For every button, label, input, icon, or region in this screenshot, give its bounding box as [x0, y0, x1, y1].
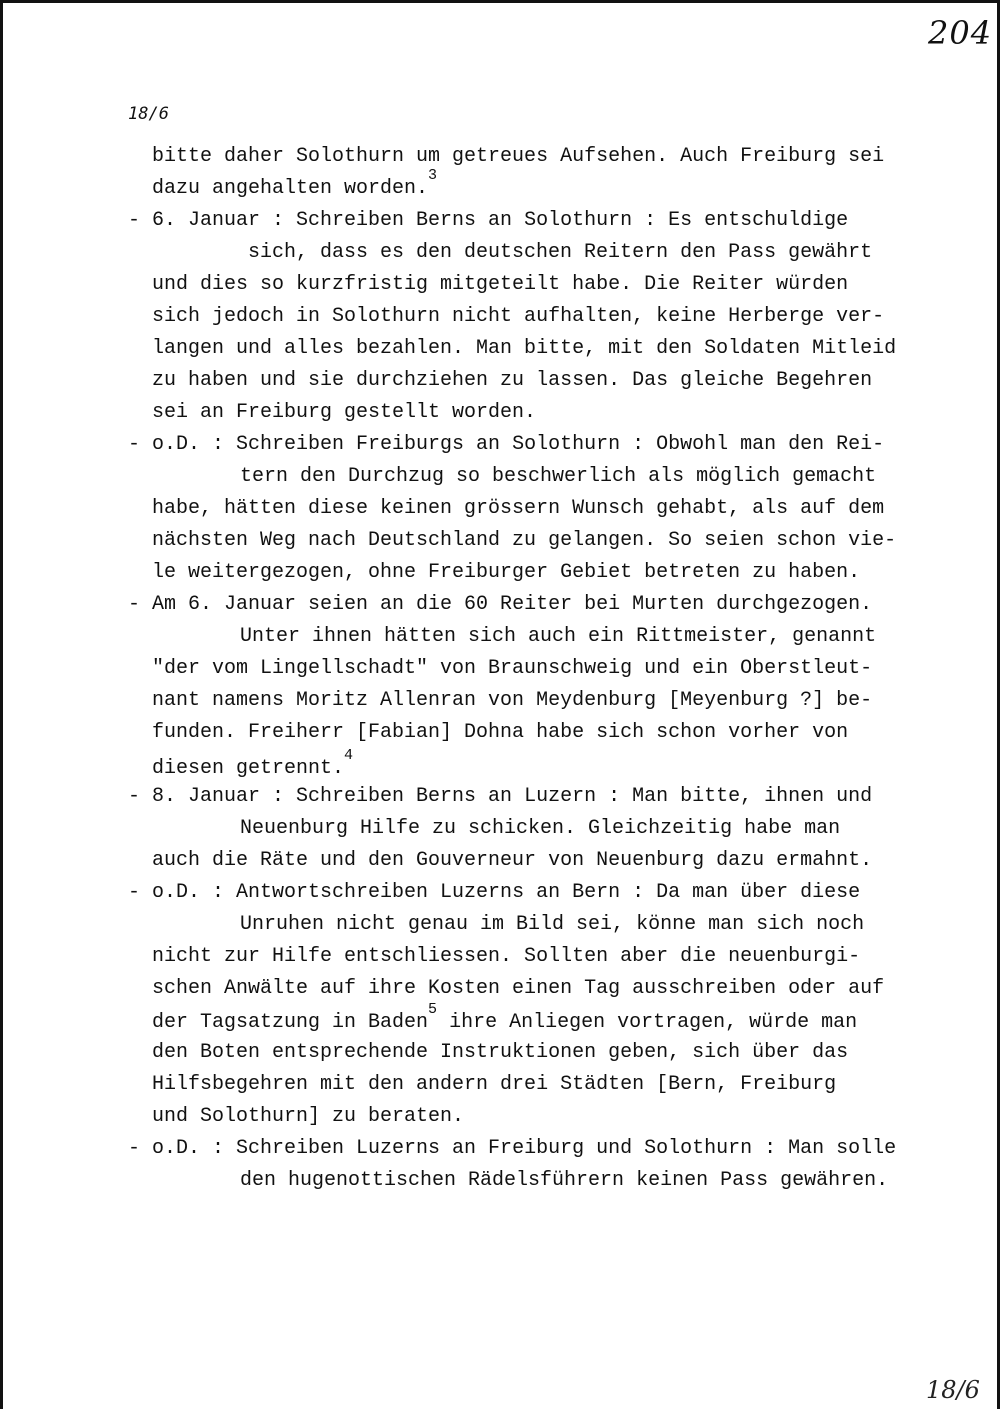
line-text: bitte daher Solothurn um getreues Aufsehen. Auch Freiburg sei	[152, 145, 885, 168]
line-text: tern den Durchzug so beschwerlich als möglich gemacht	[240, 465, 877, 488]
text-line	[152, 722, 848, 744]
text-line	[152, 530, 896, 552]
text-line	[128, 1138, 896, 1160]
footnote-ref: 4	[344, 747, 354, 764]
line-text: - o.D. : Antwortschreiben Luzerns an Bern : Da man über diese	[128, 881, 861, 904]
text-line	[152, 167, 438, 201]
text-line	[240, 466, 876, 488]
text-line	[152, 690, 872, 712]
footnote-ref: 5	[428, 1001, 438, 1018]
line-text: auch die Räte und den Gouverneur von Neuenburg dazu ermahnt.	[152, 849, 873, 872]
text-line	[128, 210, 848, 232]
text-line	[240, 626, 876, 648]
line-text: sich, dass es den deutschen Reitern den Pass gewährt	[248, 241, 873, 264]
text-line	[152, 338, 896, 360]
line-text: den Boten entsprechende Instruktionen geben, sich über das	[152, 1041, 849, 1064]
footnote-ref: 3	[428, 167, 438, 184]
text-line	[240, 818, 840, 840]
line-text: nant namens Moritz Allenran von Meydenburg [Meyenburg ?] be-	[152, 689, 873, 712]
line-text: Neuenburg Hilfe zu schicken. Gleichzeitig habe man	[240, 817, 841, 840]
text-line	[152, 562, 860, 584]
line-text: der Tagsatzung in Baden	[152, 1011, 429, 1034]
line-text: - 6. Januar : Schreiben Berns an Solothurn : Es entschuldige	[128, 209, 849, 232]
line-text: - o.D. : Schreiben Luzerns an Freiburg und Solothurn : Man solle	[128, 1137, 897, 1160]
line-text-after: ihre Anliegen vortragen, würde man	[437, 1011, 858, 1034]
text-line	[152, 747, 354, 781]
line-text: nächsten Weg nach Deutschland zu gelangen. So seien schon vie-	[152, 529, 897, 552]
text-line	[152, 274, 848, 296]
line-text: und Solothurn] zu beraten.	[152, 1105, 465, 1128]
text-line	[152, 978, 884, 1000]
text-line	[152, 370, 872, 392]
line-text: Hilfsbegehren mit den andern drei Städten [Bern, Freiburg	[152, 1073, 837, 1096]
text-line	[240, 914, 864, 936]
text-line	[152, 946, 860, 968]
line-text: le weitergezogen, ohne Freiburger Gebiet betreten zu haben.	[152, 561, 861, 584]
text-line	[152, 1106, 464, 1128]
text-line	[152, 402, 536, 424]
line-text: und dies so kurzfristig mitgeteilt habe. Die Reiter würden	[152, 273, 849, 296]
text-line	[152, 850, 872, 872]
folio-label: 18/6	[128, 104, 169, 124]
line-text: - 8. Januar : Schreiben Berns an Luzern : Man bitte, ihnen und	[128, 785, 873, 808]
line-text: - o.D. : Schreiben Freiburgs an Solothurn : Obwohl man den Rei-	[128, 433, 885, 456]
line-text: zu haben und sie durchziehen zu lassen. Das gleiche Begehren	[152, 369, 873, 392]
text-line	[240, 1170, 888, 1192]
line-text: diesen getrennt.	[152, 757, 345, 780]
scan-border-top	[0, 0, 1000, 3]
text-line	[128, 594, 872, 616]
text-line	[128, 882, 860, 904]
text-line	[152, 1001, 858, 1035]
text-line	[152, 146, 884, 168]
line-text: nicht zur Hilfe entschliessen. Sollten aber die neuenburgi-	[152, 945, 861, 968]
text-line	[152, 498, 884, 520]
text-line	[152, 306, 884, 328]
line-text: den hugenottischen Rädelsführern keinen Pass gewähren.	[240, 1169, 889, 1192]
line-text: - Am 6. Januar seien an die 60 Reiter bei Murten durchgezogen.	[128, 593, 873, 616]
footer-handwritten-mark: 18/6	[926, 1376, 980, 1404]
line-text: Unter ihnen hätten sich auch ein Rittmeister, genannt	[240, 625, 877, 648]
text-line	[128, 434, 884, 456]
line-text: schen Anwälte auf ihre Kosten einen Tag ausschreiben oder auf	[152, 977, 885, 1000]
line-text: funden. Freiherr [Fabian] Dohna habe sich schon vorher von	[152, 721, 849, 744]
text-line	[248, 242, 872, 264]
line-text: sei an Freiburg gestellt worden.	[152, 401, 537, 424]
scan-border-left	[0, 0, 3, 1409]
text-line	[152, 1042, 848, 1064]
text-line	[128, 786, 872, 808]
text-line	[152, 658, 872, 680]
line-text: Unruhen nicht genau im Bild sei, könne man sich noch	[240, 913, 865, 936]
line-text: dazu angehalten worden.	[152, 177, 429, 200]
handwritten-page-number: 204	[928, 14, 993, 52]
line-text: "der vom Lingellschadt" von Braunschweig und ein Oberstleut-	[152, 657, 873, 680]
line-text: langen und alles bezahlen. Man bitte, mit den Soldaten Mitleid	[152, 337, 897, 360]
line-text: habe, hätten diese keinen grössern Wunsch gehabt, als auf dem	[152, 497, 885, 520]
text-line	[152, 1074, 836, 1096]
line-text: sich jedoch in Solothurn nicht aufhalten, keine Herberge ver-	[152, 305, 885, 328]
